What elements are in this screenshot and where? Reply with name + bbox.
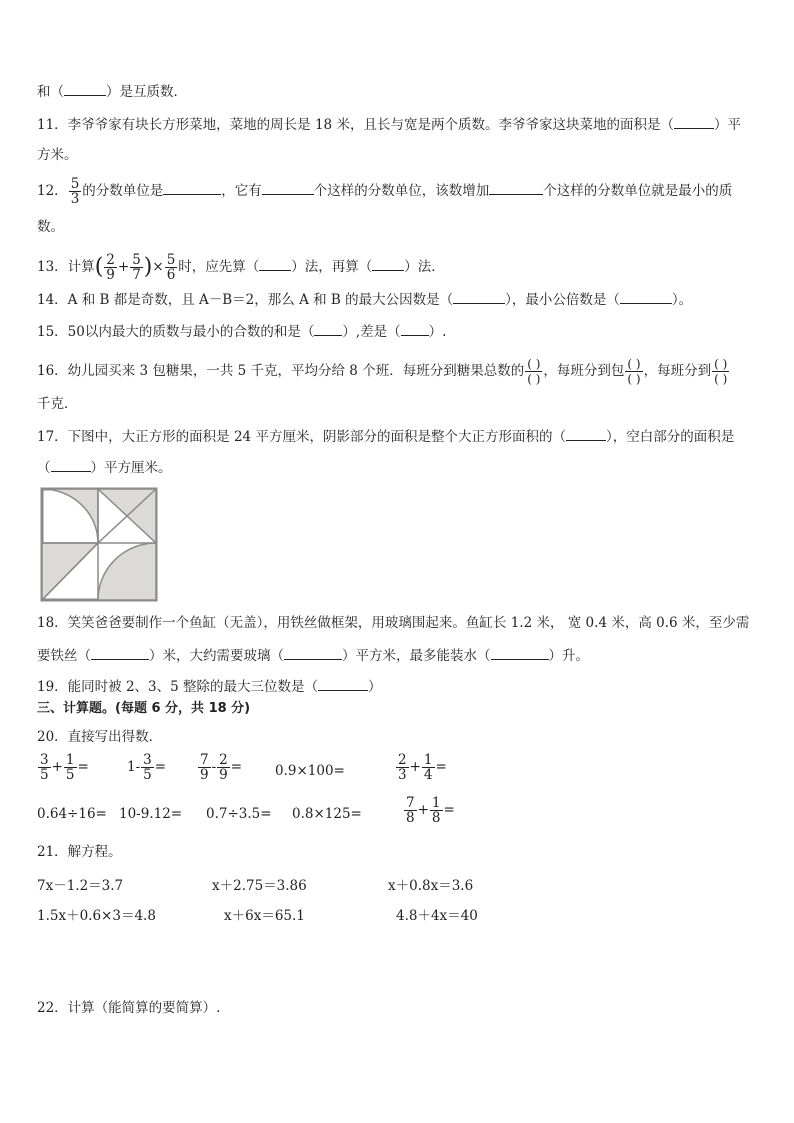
calc-item: 0.8×125= — [292, 806, 362, 822]
equation: x＋6x＝65.1 — [224, 908, 305, 924]
answer-blank[interactable] — [91, 645, 149, 660]
calc-item: $\frac{3}{5}$ + $\frac{1}{5}$ = — [40, 752, 89, 783]
answer-blank[interactable] — [318, 676, 368, 691]
q17-line1: 17．下图中，大正方形的面积是 24 平方厘米，阴影部分的面积是整个大正方形面积的（ ），空白部分的面积是 — [37, 426, 734, 447]
answer-blank[interactable] — [64, 81, 106, 96]
answer-blank[interactable] — [262, 180, 314, 195]
answer-blank[interactable] — [163, 180, 221, 195]
q11-line2: 方米。 — [37, 147, 78, 163]
equation: 1.5x＋0.6×3＝4.8 — [37, 908, 156, 924]
answer-blank[interactable] — [566, 426, 606, 441]
q22-title: 22．计算（能简算的要简算）. — [37, 1000, 221, 1016]
q19: 19．能同时被 2、3、5 整除的最大三位数是（ ） — [37, 676, 382, 697]
q14: 14．A 和 B 都是奇数，且 A－B＝2，那么 A 和 B 的最大公因数是（ ），最小公倍数是（ ）。 — [37, 289, 692, 310]
equation: 7x－1.2＝3.7 — [37, 878, 124, 894]
answer-blank[interactable] — [284, 645, 342, 660]
equation: x＋2.75＝3.86 — [212, 878, 307, 894]
q18-line1: 18．笑笑爸爸要制作一个鱼缸（无盖），用铁丝做框架，用玻璃围起来。鱼缸长 1.2 米， 宽 0.4 米，高 0.6 米，至少需 — [37, 615, 750, 631]
q18-line2: 要铁丝（ ）米，大约需要玻璃（ ）平方米，最多能装水（ ）升。 — [37, 645, 589, 666]
calc-item: $\frac{7}{9}$ - $\frac{2}{9}$ = — [200, 752, 243, 783]
q10-tail: 和（ ）是互质数． — [37, 81, 187, 102]
q17-line2: （ ）平方厘米。 — [37, 457, 172, 478]
q15: 15．50以内最大的质数与最小的合数的和是（ ）,差是（ ）. — [37, 321, 446, 342]
q20-title: 20．直接写出得数． — [37, 729, 163, 745]
fraction-blank[interactable]: $\frac{( )}{( )}$ — [627, 357, 641, 386]
calc-item: $\frac{2}{3}$ + $\frac{1}{4}$ = — [398, 752, 447, 783]
q16-line2: 千克． — [37, 396, 78, 412]
q12-line2: 数。 — [37, 219, 64, 235]
answer-blank[interactable] — [489, 180, 543, 195]
q12-line1: 12． $\frac{5}{3}$ 的分数单位是 ，它有 个这样的分数单位，该数增加 个这样的分数单位就是最小的质 — [37, 176, 733, 207]
calc-item: 0.7÷3.5= — [206, 806, 272, 822]
answer-blank[interactable] — [259, 256, 291, 271]
answer-blank[interactable] — [372, 256, 404, 271]
square-figure — [40, 487, 158, 602]
equation: x＋0.8x＝3.6 — [388, 878, 474, 894]
answer-blank[interactable] — [674, 114, 714, 129]
calc-item: 0.9×100= — [275, 763, 345, 779]
calc-item: 0.64÷16= — [37, 806, 107, 822]
q16-line1: 16．幼儿园买来 3 包糖果，一共 5 千克，平均分给 8 个班．每班分到糖果总数的 $\frac{( )}{( )}$ ，每班分到包 $\frac{( )}{( )}$ ，每班分到 $\frac{( )}{( )}$ — [37, 357, 728, 386]
q11-line1: 11．李爷爷家有块长方形菜地，菜地的周长是 18 米，且长与宽是两个质数。李爷爷家这块菜地的面积是（ ）平 — [37, 114, 741, 135]
answer-blank[interactable] — [491, 645, 549, 660]
fraction-blank[interactable]: $\frac{( )}{( )}$ — [527, 357, 541, 386]
equation: 4.8＋4x＝40 — [396, 908, 478, 924]
fraction: $\frac{5}{3}$ — [70, 176, 80, 207]
q13: 13．计算( $\frac{2}{9}$ + $\frac{5}{7}$ )× $\frac{5}{6}$ 时，应先算（ ）法，再算（ ）法． — [37, 252, 445, 283]
section-heading: 三、计算题。(每题 6 分，共 18 分) — [37, 701, 251, 716]
answer-blank[interactable] — [453, 289, 505, 304]
answer-blank[interactable] — [51, 457, 91, 472]
answer-blank[interactable] — [401, 321, 429, 336]
answer-blank[interactable] — [314, 321, 342, 336]
answer-blank[interactable] — [620, 289, 672, 304]
fraction-blank[interactable]: $\frac{( )}{( )}$ — [714, 357, 728, 386]
calc-item: 1- $\frac{3}{5}$ = — [127, 752, 167, 783]
calc-item: $\frac{7}{8}$ + $\frac{1}{8}$ = — [406, 795, 455, 826]
calc-item: 10-9.12= — [119, 806, 183, 822]
q21-title: 21．解方程。 — [37, 844, 122, 860]
